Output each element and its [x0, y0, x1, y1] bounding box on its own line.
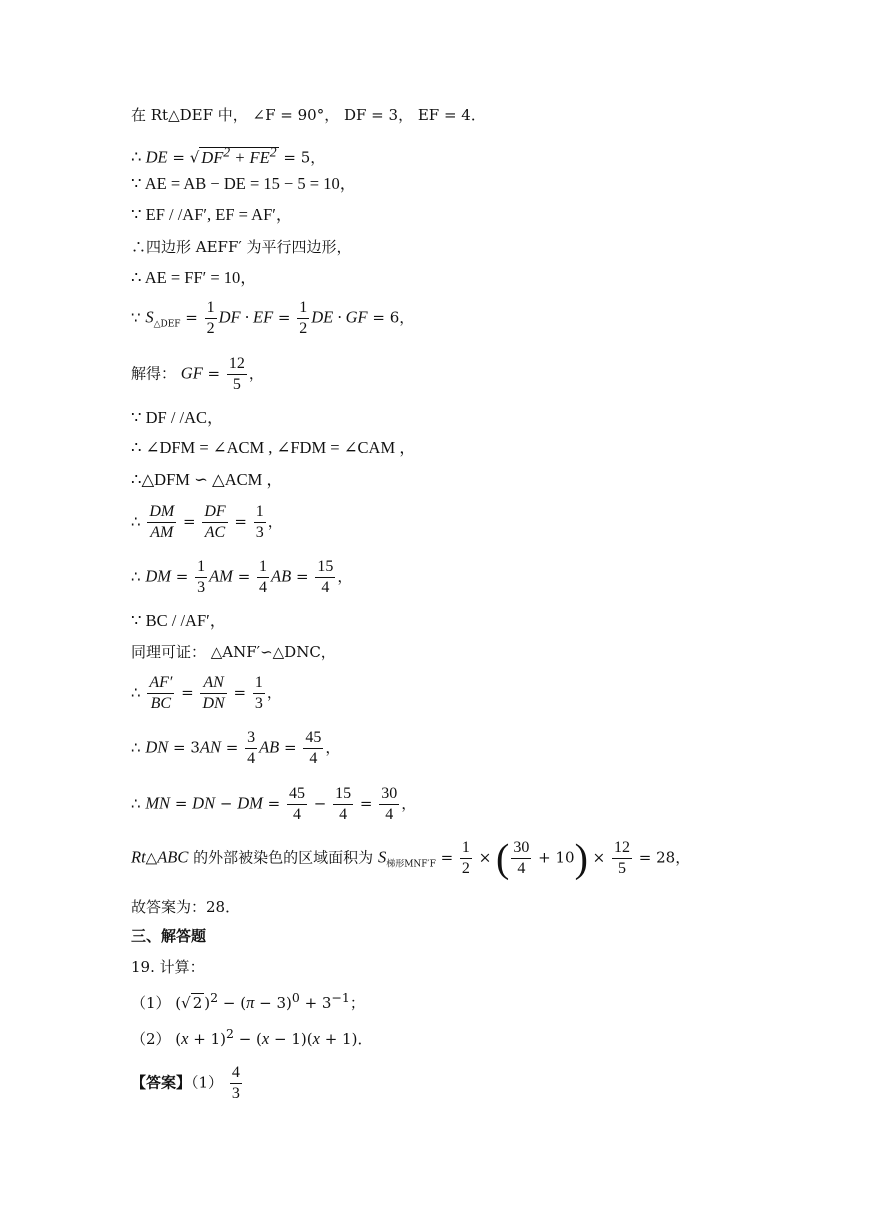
line-4: ∵ EF / /AF′, EF = AF′， [131, 205, 293, 224]
line-19: Rt△ABC 的外部被染色的区域面积为 $S_{梯形MNF'F}$ = $\frac{1}{2}$ × ( $\frac{30}{4}$ + 10) × $\frac{12}{5}$ = 28， [131, 835, 691, 881]
line-2: ∴ DE = √ $DF^2 + FE^2 = 5$， [131, 144, 326, 167]
line-17: ∴ DN = 3AN = $\frac{3}{4}$ AB = $\frac{45}{4}$ ， [131, 729, 341, 767]
line-8: 解得： GF = $\frac{12}{5}$ ， [131, 355, 264, 393]
answer-line: 【答案】（1） $\frac{4}{3}$ [131, 1064, 240, 1102]
line-3: ∵ AE = AB − DE = 15 − 5 = 10， [131, 174, 357, 193]
line-9: ∵ DF / /AC， [131, 408, 224, 427]
line-5: ∴四边形 AEFF′ 为平行四边形， [131, 238, 352, 256]
line-1: 在 Rt△DEF 中， ∠F = 90°， DF = 3， EF = 4． [131, 106, 486, 124]
line-18: ∴ MN = DN − DM = $\frac{45}{4}$ − $\frac{15}{4}$ = $\frac{30}{4}$ ， [131, 785, 417, 823]
line-20: 故答案为：28． [131, 898, 241, 916]
line-16: ∴ $\frac{AF'}{BC}$ = $\frac{AN}{DN}$ = $\frac{1}{3}$ ， [131, 674, 282, 712]
line-15: 同理可证： △ANF′∽△DNC， [131, 643, 336, 661]
question-part-1: （1） (√ 2 )$^2 - (\pi - 3)^0 + 3^{-1}$； [131, 990, 365, 1012]
line-14: ∵ BC / /AF′， [131, 611, 227, 630]
section-heading: 三、解答题 [131, 927, 207, 945]
line-11: ∴△DFM ∽ △ACM ， [131, 470, 283, 489]
question-part-2: （2） $(x + 1)^2 - (x - 1)(x + 1)$． [131, 1026, 373, 1048]
line-6: ∴ AE = FF′ = 10， [131, 268, 257, 287]
line-12: ∴ $\frac{DM}{AM}$ = $\frac{DF}{AC}$ = $\frac{1}{3}$ ， [131, 503, 283, 541]
line-10: ∴ ∠DFM = ∠ACM , ∠FDM = ∠CAM ， [131, 438, 416, 457]
line-7: ∵ $S_{\triangle DEF}$ = $\frac{1}{2}$ DF · EF = $\frac{1}{2}$ DE · GF = 6， [131, 299, 415, 337]
line-13: ∴ DM = $\frac{1}{3}$ AM = $\frac{1}{4}$ AB = $\frac{15}{4}$ ， [131, 558, 353, 596]
question-19: 19. 计算： [131, 958, 205, 976]
